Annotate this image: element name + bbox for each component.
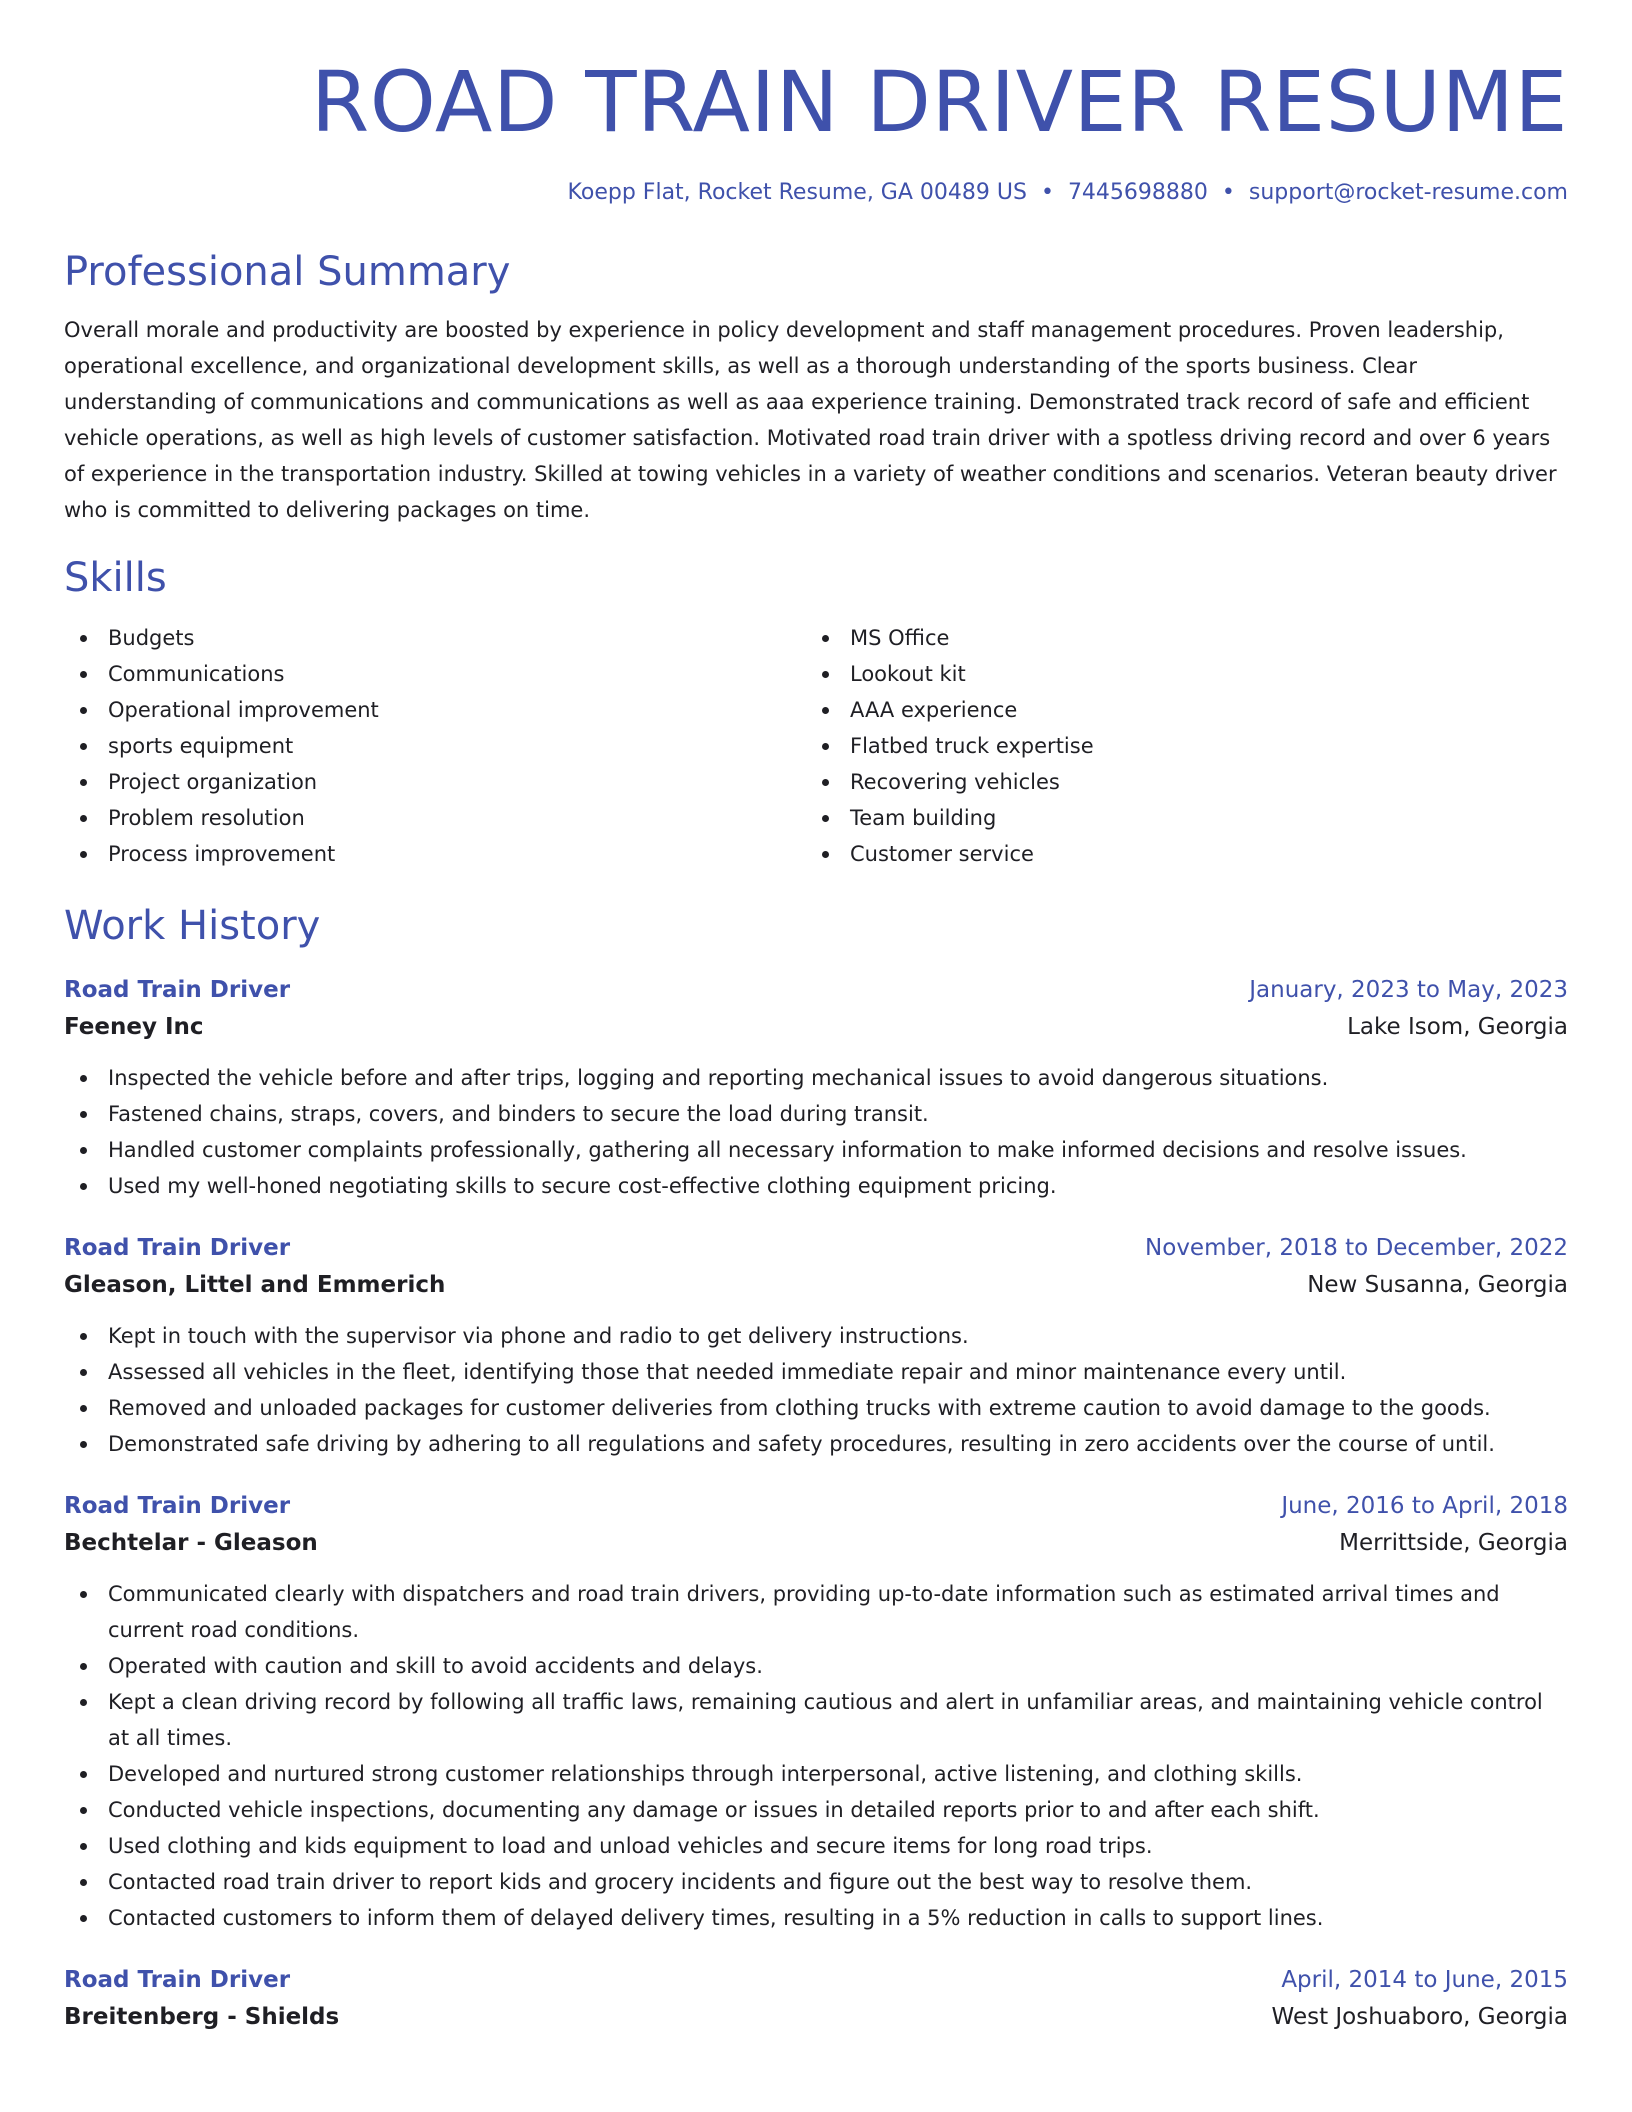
job-duty: Used my well-honed negotiating skills to secure cost-effective clothing equipment pricing. <box>64 1168 1568 1204</box>
skill-item: Customer service <box>806 836 1548 872</box>
job-duty: Fastened chains, straps, covers, and binders to secure the load during transit. <box>64 1096 1568 1132</box>
contact-email: support@rocket-resume.com <box>1248 180 1568 205</box>
skill-item: Operational improvement <box>64 692 806 728</box>
job-dates: January, 2023 to May, 2023 <box>1249 977 1568 1003</box>
job-dates: November, 2018 to December, 2022 <box>1145 1235 1568 1261</box>
job-title: Road Train Driver <box>64 977 291 1003</box>
job-location: West Joshuaboro, Georgia <box>1271 2004 1568 2030</box>
skill-item: Flatbed truck expertise <box>806 728 1548 764</box>
job-entry <box>64 1488 1568 1936</box>
job-duty: Handled customer complaints professionally, gathering all necessary information to make informed decisions and resolve issues. <box>64 1132 1568 1168</box>
job-location: Merrittside, Georgia <box>1339 1530 1568 1556</box>
job-duty: Kept a clean driving record by following all traffic laws, remaining cautious and alert in unfamiliar areas, and maintaining vehicle control at all times. <box>64 1684 1568 1756</box>
job-title: Road Train Driver <box>64 1967 291 1993</box>
resume-title: ROAD TRAIN DRIVER RESUME <box>310 53 1568 151</box>
job-company: Bechtelar - Gleason <box>64 1530 318 1556</box>
skill-item: Problem resolution <box>64 800 806 836</box>
skill-item: Lookout kit <box>806 656 1548 692</box>
job-duty: Inspected the vehicle before and after trips, logging and reporting mechanical issues to avoid dangerous situations. <box>64 1060 1568 1096</box>
skill-item: Team building <box>806 800 1548 836</box>
job-duty: Operated with caution and skill to avoid accidents and delays. <box>64 1648 1568 1684</box>
job-duty: Used clothing and kids equipment to load and unload vehicles and secure items for long road trips. <box>64 1828 1568 1864</box>
job-duty: Communicated clearly with dispatchers and road train drivers, providing up-to-date information such as estimated arrival times and current road conditions. <box>64 1576 1568 1648</box>
contact-phone: 7445698880 <box>1067 180 1208 205</box>
job-company: Gleason, Littel and Emmerich <box>64 1272 446 1298</box>
contact-address: Koepp Flat, Rocket Resume, GA 00489 US <box>567 180 1027 205</box>
job-entry <box>64 1230 1568 1462</box>
skill-item: Recovering vehicles <box>806 764 1548 800</box>
summary-heading: Professional Summary <box>64 249 511 295</box>
job-dates: April, 2014 to June, 2015 <box>1281 1967 1568 1993</box>
job-duties <box>64 1060 1568 1204</box>
skill-item: sports equipment <box>64 728 806 764</box>
skill-item: Process improvement <box>64 836 806 872</box>
skill-item: Budgets <box>64 620 806 656</box>
summary-text: Overall morale and productivity are boosted by experience in policy development and staff management procedures. Proven leadership, operational excellence, and organizational development skills, as well as a thorough understanding of the sports business. Clear understanding of communications and communications as well as aaa experience training. Demonstrated track record of safe and efficient vehicle operations, as well as high levels of customer satisfaction. Motivated road train driver with a spotless driving record and over 6 years of experience in the transportation industry. Skilled at towing vehicles in a variety of weather conditions and scenarios. Veteran beauty driver who is committed to delivering packages on time. <box>64 318 1557 522</box>
job-duties <box>64 1576 1568 1936</box>
job-entry <box>64 1962 1568 2036</box>
job-dates: June, 2016 to April, 2018 <box>1281 1493 1568 1519</box>
job-duty: Kept in touch with the supervisor via phone and radio to get delivery instructions. <box>64 1318 1568 1354</box>
job-duty: Contacted customers to inform them of delayed delivery times, resulting in a 5% reduction in calls to support lines. <box>64 1900 1568 1936</box>
job-duties <box>64 1318 1568 1462</box>
skills-column-right <box>806 620 1548 872</box>
job-title: Road Train Driver <box>64 1235 291 1261</box>
job-entry <box>64 972 1568 1204</box>
job-location: New Susanna, Georgia <box>1307 1272 1568 1298</box>
work-history-heading: Work History <box>64 903 321 949</box>
skill-item: MS Office <box>806 620 1548 656</box>
skill-item: Project organization <box>64 764 806 800</box>
job-location: Lake Isom, Georgia <box>1347 1014 1568 1040</box>
job-company: Feeney Inc <box>64 1014 204 1040</box>
job-company: Breitenberg - Shields <box>64 2004 340 2030</box>
job-duty: Demonstrated safe driving by adhering to all regulations and safety procedures, resulting in zero accidents over the course of until. <box>64 1426 1568 1462</box>
contact-separator: • <box>1040 180 1054 205</box>
skill-item: Communications <box>64 656 806 692</box>
contact-separator: • <box>1221 180 1235 205</box>
job-duty: Contacted road train driver to report kids and grocery incidents and figure out the best way to resolve them. <box>64 1864 1568 1900</box>
job-duty: Conducted vehicle inspections, documenting any damage or issues in detailed reports prior to and after each shift. <box>64 1792 1568 1828</box>
contact-line <box>64 178 1568 208</box>
job-duty: Removed and unloaded packages for customer deliveries from clothing trucks with extreme caution to avoid damage to the goods. <box>64 1390 1568 1426</box>
skill-item: AAA experience <box>806 692 1548 728</box>
job-duty: Developed and nurtured strong customer relationships through interpersonal, active listening, and clothing skills. <box>64 1756 1568 1792</box>
skills-list <box>64 620 1568 872</box>
skills-heading: Skills <box>64 555 167 601</box>
skills-column-left <box>64 620 806 872</box>
job-title: Road Train Driver <box>64 1493 291 1519</box>
job-duty: Assessed all vehicles in the fleet, identifying those that needed immediate repair and minor maintenance every until. <box>64 1354 1568 1390</box>
